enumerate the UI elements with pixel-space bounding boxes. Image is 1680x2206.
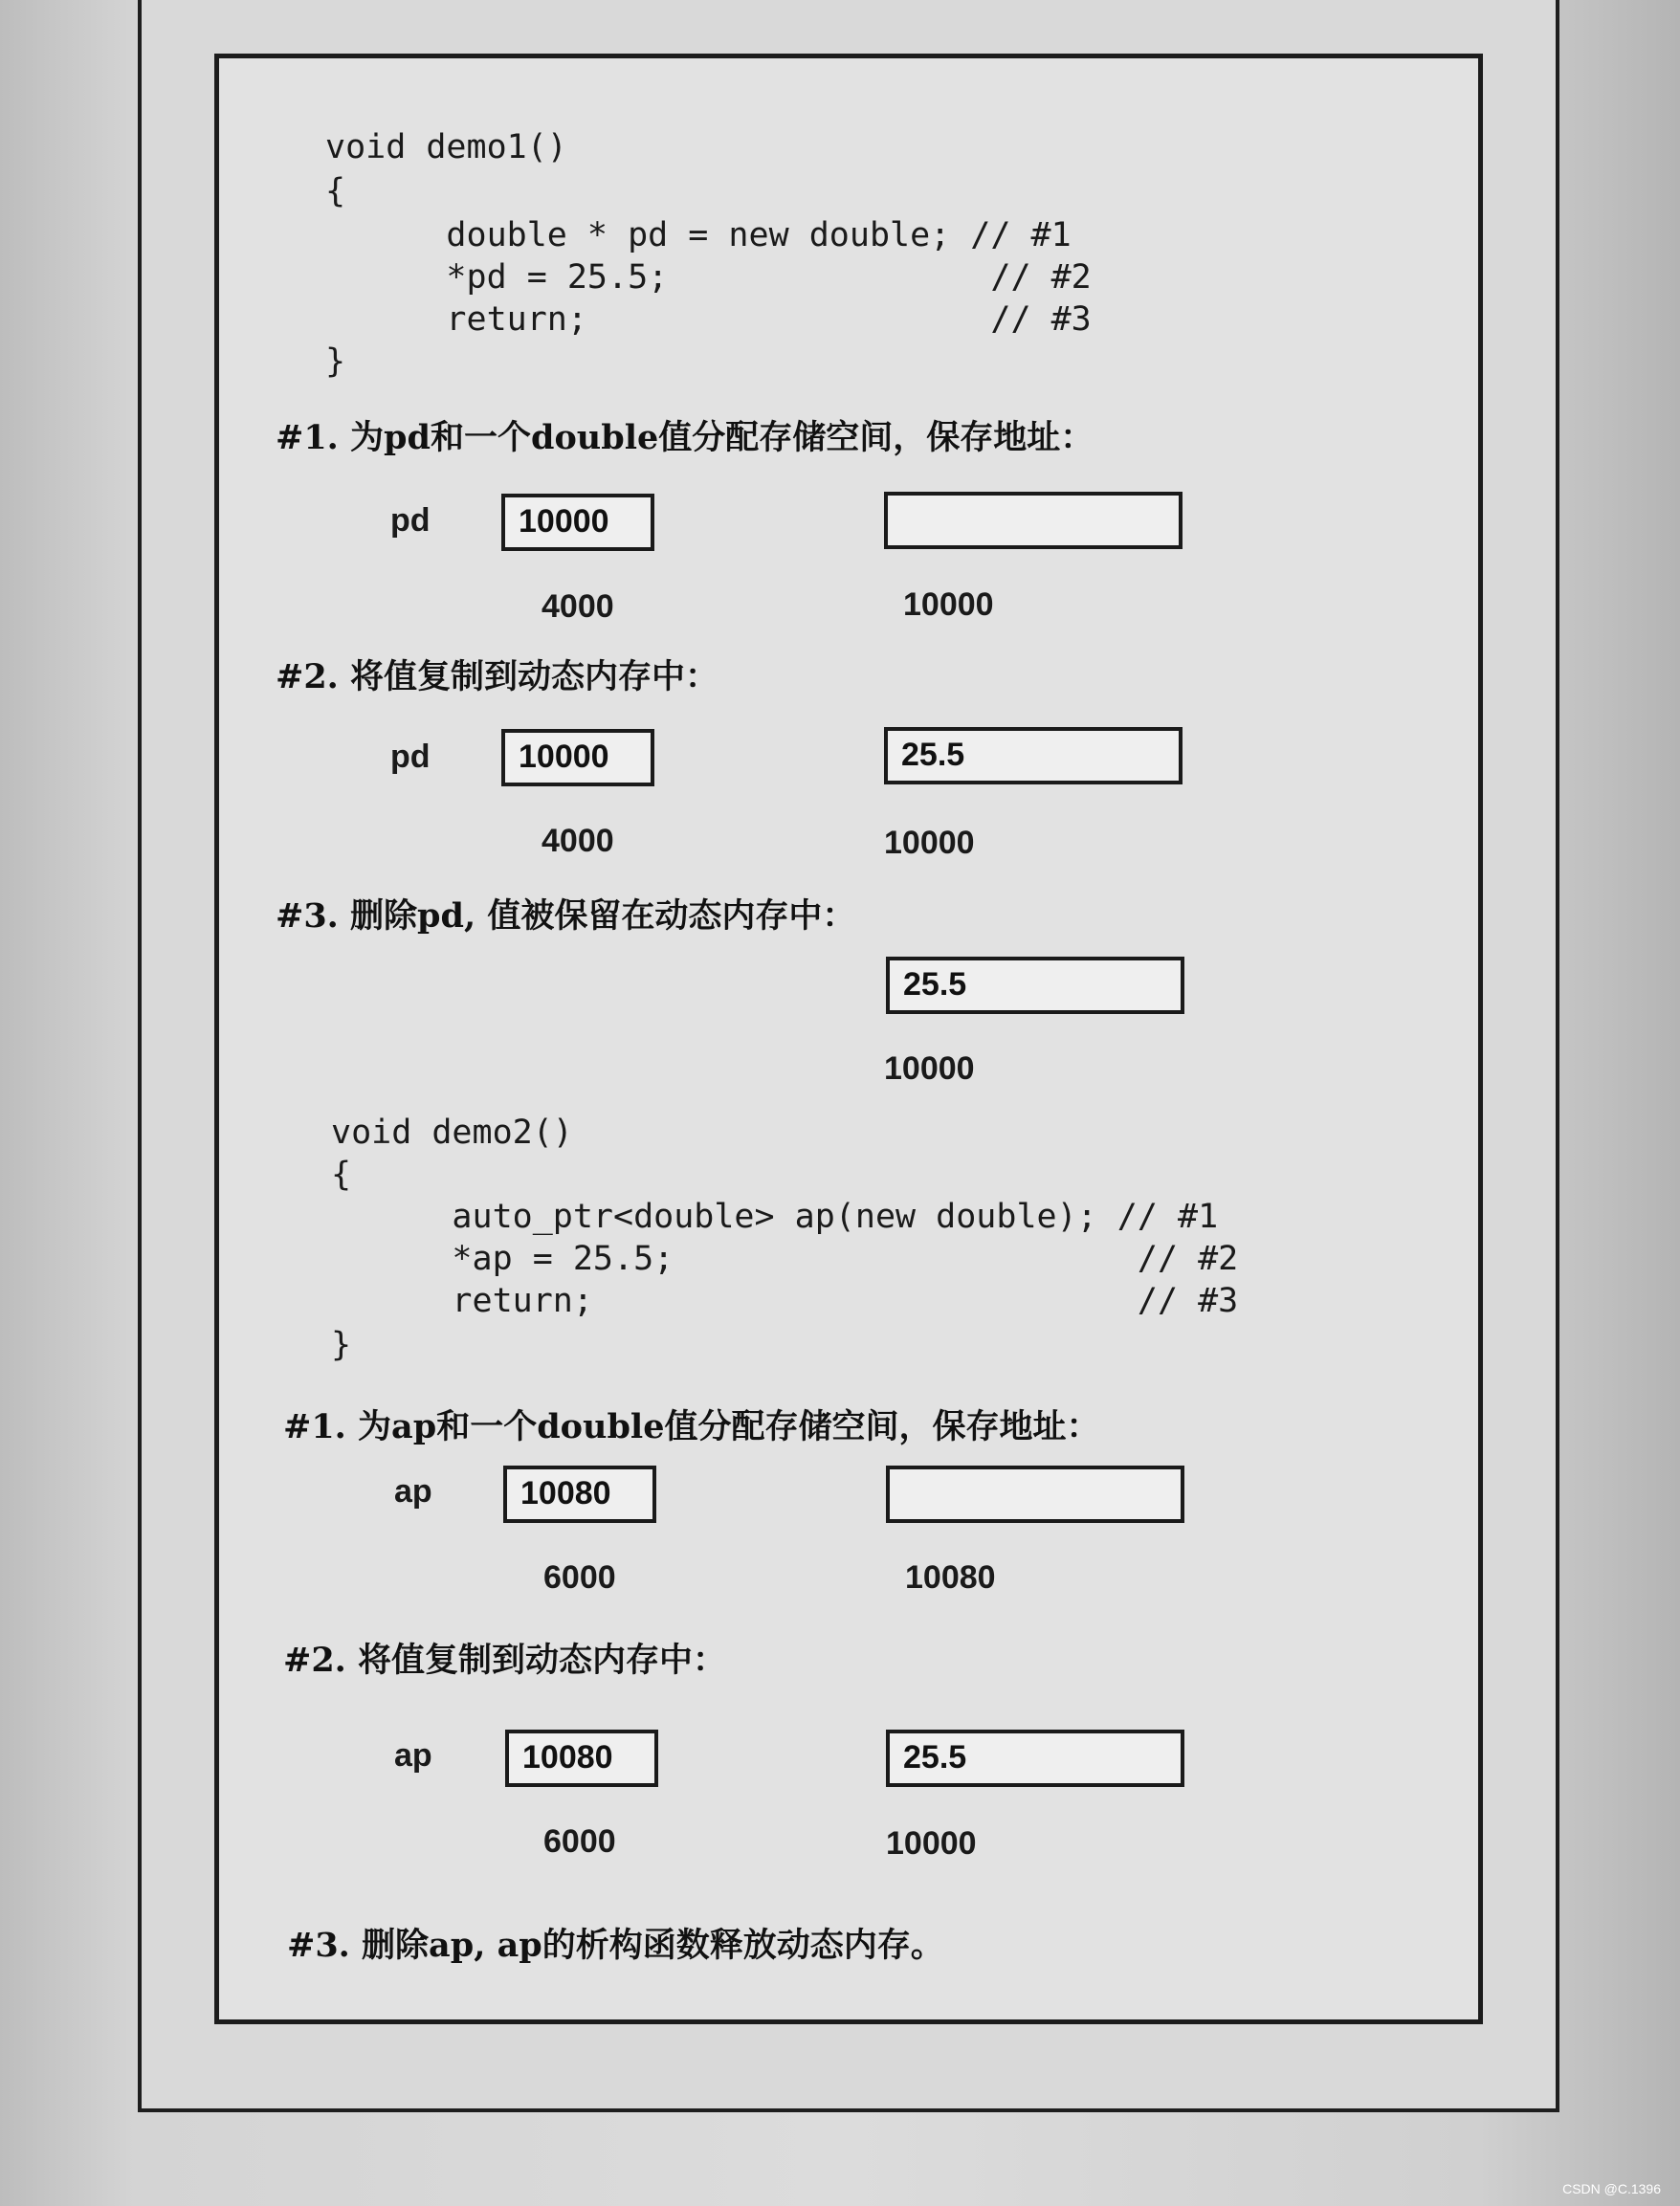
heap-address: 10000 [884,1050,975,1087]
code-line: return; // #3 [325,300,1092,339]
code-line: double * pd = new double; // #1 [325,216,1072,254]
heap-box [886,1466,1184,1523]
pointer-box: 10000 [501,494,654,551]
pointer-address: 4000 [542,588,614,625]
pointer-box: 10080 [503,1466,656,1523]
pointer-box: 10000 [501,729,654,786]
code-line: return; // #3 [331,1282,1239,1320]
heap-address: 10000 [886,1825,977,1862]
inner-figure-frame [214,54,1483,2024]
pointer-label: ap [394,1737,432,1774]
heap-box [884,492,1183,549]
pointer-address: 6000 [543,1823,616,1860]
step-heading: #3. 删除ap, ap的析构函数释放动态内存。 [287,1926,944,1965]
code-line: void demo1() [325,128,567,166]
pointer-label: pd [390,739,431,775]
code-line: void demo2() [331,1114,573,1152]
code-line: auto_ptr<double> ap(new double); // #1 [331,1198,1219,1236]
pointer-address: 4000 [542,823,614,859]
heap-box: 25.5 [886,957,1184,1014]
code-line: *pd = 25.5; // #2 [325,258,1092,297]
step-heading: #1. 为ap和一个double值分配存储空间，保存地址： [283,1407,1100,1446]
pointer-label: ap [394,1473,432,1510]
step-heading: #2. 将值复制到动态内存中： [276,657,719,696]
heap-address: 10080 [905,1559,996,1596]
heap-box: 25.5 [886,1730,1184,1787]
code-line: } [331,1326,352,1364]
step-heading: #2. 将值复制到动态内存中： [283,1641,727,1680]
code-line: } [325,342,346,381]
code-line: { [331,1156,352,1194]
pointer-box: 10080 [505,1730,658,1787]
heap-address: 10000 [884,825,975,861]
code-line: *ap = 25.5; // #2 [331,1240,1239,1278]
step-heading: #1. 为pd和一个double值分配存储空间，保存地址： [276,418,1094,457]
pointer-label: pd [390,502,431,539]
watermark: CSDN @C.1396 [1562,2181,1661,2196]
heap-address: 10000 [903,586,994,623]
pointer-address: 6000 [543,1559,616,1596]
heap-box: 25.5 [884,727,1183,784]
code-line: { [325,172,346,210]
step-heading: #3. 删除pd, 值被保留在动态内存中： [276,896,856,936]
